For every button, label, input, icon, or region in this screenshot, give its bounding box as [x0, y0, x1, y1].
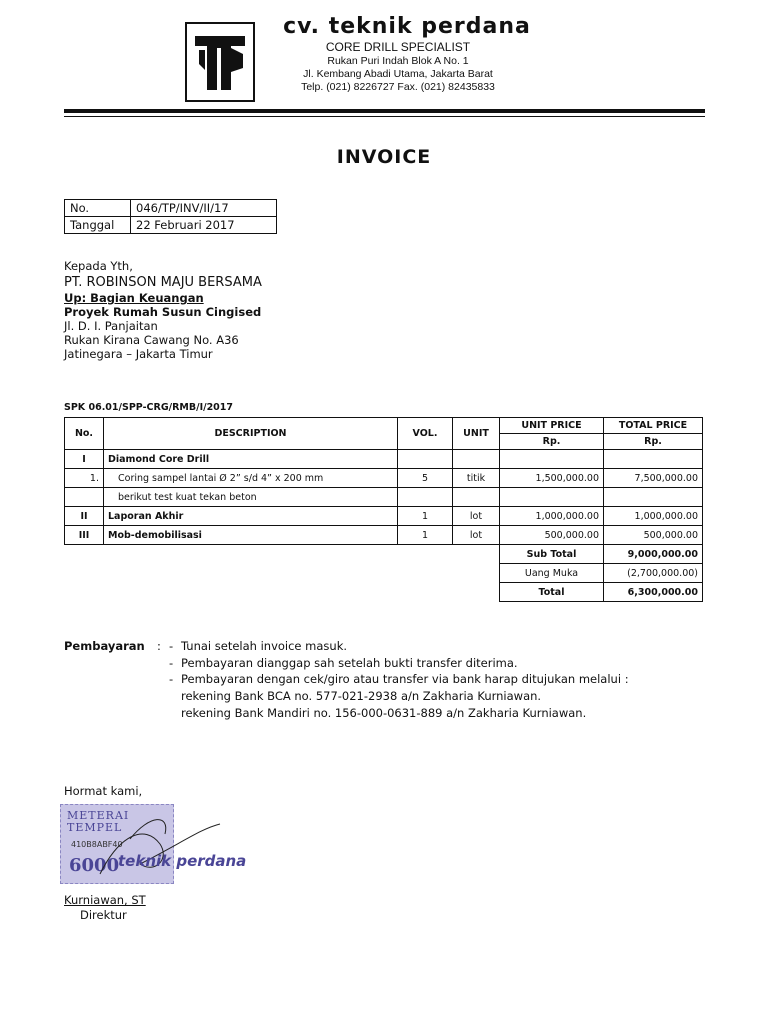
row-total-price: 500,000.00 — [604, 526, 703, 545]
company-address-1: Rukan Puri Indah Blok A No. 1 — [327, 55, 469, 67]
row-description: Mob-demobilisasi — [104, 526, 398, 545]
spk-number: SPK 06.01/SPP-CRG/RMB/I/2017 — [64, 402, 234, 413]
row-description: Diamond Core Drill — [104, 450, 398, 469]
summary-spacer — [65, 545, 500, 564]
payment-label: Pembayaran — [64, 639, 145, 653]
row-unit: lot — [453, 526, 500, 545]
header-rule — [64, 109, 705, 113]
closing: Hormat kami, — [64, 784, 143, 798]
greeting: Kepada Yth, — [64, 259, 133, 273]
row-unit — [453, 450, 500, 469]
table-row — [65, 469, 703, 488]
signatory-title: Direktur — [80, 908, 127, 922]
summary-label: Uang Muka — [500, 564, 604, 583]
info-row — [65, 200, 277, 217]
row-unit-price: 500,000.00 — [500, 526, 604, 545]
invoice-title: INVOICE — [336, 146, 432, 168]
payment-bullet: - — [169, 656, 174, 670]
info-label: Tanggal — [65, 217, 131, 234]
payment-term-2: Pembayaran dianggap sah setelah bukti transfer diterima. — [181, 656, 518, 670]
recipient-attention: Up: Bagian Keuangan — [64, 291, 204, 305]
summary-value: 9,000,000.00 — [604, 545, 703, 564]
signature-scribble-icon — [60, 804, 240, 888]
header-unit-price-currency: Rp. — [500, 434, 604, 450]
row-description: berikut test kuat tekan beton — [104, 488, 398, 507]
header-total-price: TOTAL PRICE — [604, 418, 703, 434]
stamp-value: 6000 — [69, 855, 120, 876]
company-tagline: CORE DRILL SPECIALIST — [325, 40, 471, 54]
row-vol — [398, 450, 453, 469]
table-row — [65, 450, 703, 469]
row-total-price — [604, 450, 703, 469]
header-no: No. — [65, 418, 104, 450]
row-no: II — [65, 507, 104, 526]
info-row — [65, 217, 277, 234]
row-unit — [453, 488, 500, 507]
row-no: III — [65, 526, 104, 545]
recipient-company: PT. ROBINSON MAJU BERSAMA — [64, 275, 262, 290]
stamp-serial: 410B8ABF40 — [71, 840, 123, 849]
row-no: I — [65, 450, 104, 469]
company-name: cv. teknik perdana — [283, 14, 531, 39]
payment-colon: : — [157, 639, 161, 653]
row-vol: 1 — [398, 526, 453, 545]
bank-account-bca: rekening Bank BCA no. 577-021-2938 a/n Zakharia Kurniawan. — [181, 689, 542, 703]
row-no: 1. — [65, 469, 104, 488]
info-value: 046/TP/INV/II/17 — [131, 200, 277, 217]
table-header-row — [65, 418, 703, 434]
row-unit-price — [500, 488, 604, 507]
company-phone: Telp. (021) 8226727 Fax. (021) 82435833 — [301, 81, 495, 93]
summary-spacer — [65, 583, 500, 602]
summary-value: 6,300,000.00 — [604, 583, 703, 602]
summary-row — [65, 583, 703, 602]
table-row — [65, 526, 703, 545]
row-unit-price: 1,500,000.00 — [500, 469, 604, 488]
info-value: 22 Februari 2017 — [131, 217, 277, 234]
stamp-line-2: TEMPEL — [67, 821, 123, 834]
payment-bullet: - — [169, 672, 174, 686]
header-description: DESCRIPTION — [104, 418, 398, 450]
summary-label: Total — [500, 583, 604, 602]
recipient-address-3: Jatinegara – Jakarta Timur — [64, 347, 213, 361]
recipient-address-1: Jl. D. I. Panjaitan — [64, 319, 158, 333]
bank-account-mandiri: rekening Bank Mandiri no. 156-000-0631-889 a/n Zakharia Kurniawan. — [181, 706, 587, 720]
row-description: Coring sampel lantai Ø 2” s/d 4” x 200 mm — [104, 469, 398, 488]
tp-logo-icon — [187, 24, 253, 100]
header-total-price-currency: Rp. — [604, 434, 703, 450]
header-vol: VOL. — [398, 418, 453, 450]
payment-term-3: Pembayaran dengan cek/giro atau transfer via bank harap ditujukan melalui : — [181, 672, 629, 686]
info-label: No. — [65, 200, 131, 217]
header-unit: UNIT — [453, 418, 500, 450]
items-table — [64, 417, 703, 602]
row-description: Laporan Akhir — [104, 507, 398, 526]
row-vol: 5 — [398, 469, 453, 488]
payment-bullet: - — [169, 639, 174, 653]
row-unit-price: 1,000,000.00 — [500, 507, 604, 526]
summary-spacer — [65, 564, 500, 583]
signatory-name: Kurniawan, ST — [64, 893, 146, 907]
row-total-price — [604, 488, 703, 507]
stamp-line-1: METERAI — [67, 809, 130, 822]
header-unit-price: UNIT PRICE — [500, 418, 604, 434]
row-unit: titik — [453, 469, 500, 488]
summary-value: (2,700,000.00) — [604, 564, 703, 583]
table-row — [65, 507, 703, 526]
recipient-address-2: Rukan Kirana Cawang No. A36 — [64, 333, 239, 347]
company-logo — [185, 22, 255, 102]
row-total-price: 1,000,000.00 — [604, 507, 703, 526]
table-row — [65, 488, 703, 507]
row-vol: 1 — [398, 507, 453, 526]
row-unit: lot — [453, 507, 500, 526]
company-address-2: Jl. Kembang Abadi Utama, Jakarta Barat — [303, 68, 493, 80]
summary-row — [65, 545, 703, 564]
row-unit-price — [500, 450, 604, 469]
summary-label: Sub Total — [500, 545, 604, 564]
header-rule-thin — [64, 116, 705, 117]
row-no — [65, 488, 104, 507]
row-vol — [398, 488, 453, 507]
company-stamp: teknik perdana — [118, 852, 247, 870]
recipient-project: Proyek Rumah Susun Cingised — [64, 305, 262, 319]
summary-row — [65, 564, 703, 583]
payment-term-1: Tunai setelah invoice masuk. — [181, 639, 348, 653]
row-total-price: 7,500,000.00 — [604, 469, 703, 488]
invoice-info-table — [64, 199, 277, 234]
